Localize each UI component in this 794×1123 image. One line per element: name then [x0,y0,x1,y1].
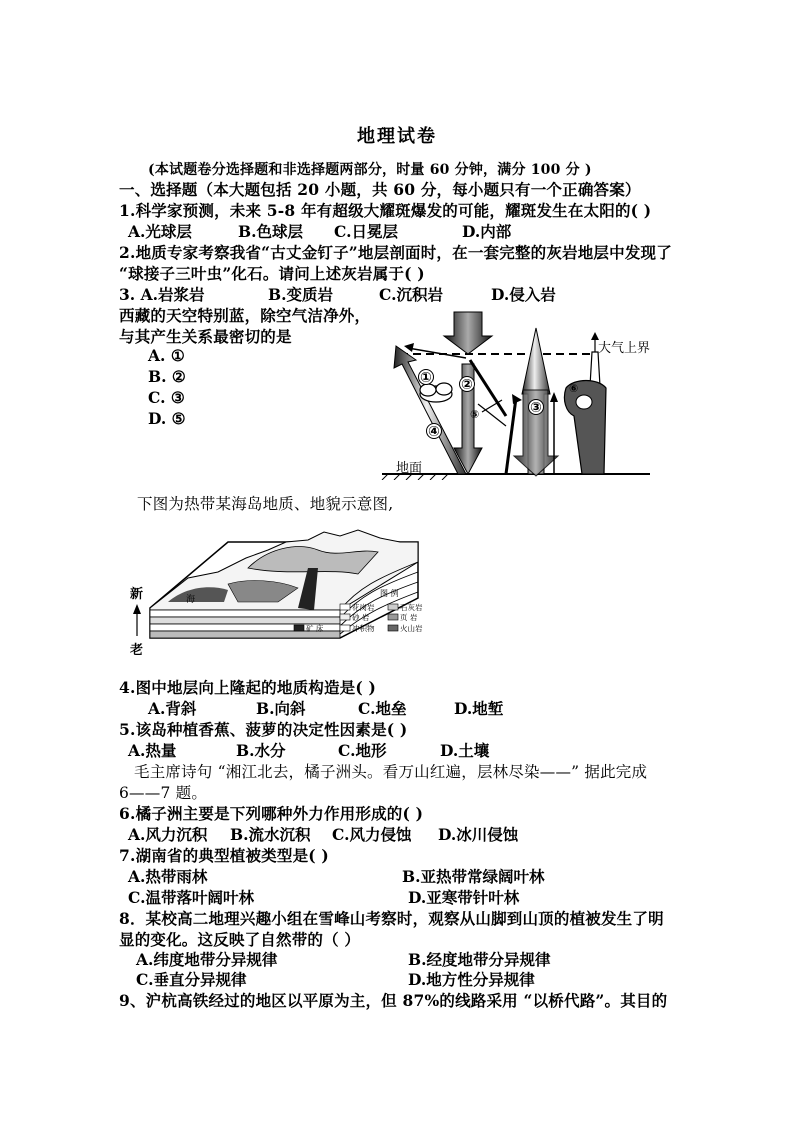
legend-shale: 页 岩 [400,613,418,622]
q7-option-b: B.亚热带常绿阔叶林 [402,867,545,886]
question-8-stem-line1: 8．某校高二地理兴趣小组在雪峰山考察时，观察从山脚到山顶的植被发生了明 [119,909,664,928]
island-geology-diagram [128,528,438,658]
solar-radiation-arrow [444,312,492,354]
q2-option-b: B.变质岩 [268,285,333,304]
q5-option-a: A.热量 [128,741,177,760]
ground-label: 地面 [396,461,423,476]
question-6-stem: 6.橘子洲主要是下列哪种外力作用形成的( ) [119,804,424,823]
q4-option-c: C.地垒 [358,699,407,718]
legend-title: 图 例 [380,589,399,598]
legend-sandstone: 砂 岩 [352,613,370,622]
q7-option-a: A.热带雨林 [128,867,208,886]
old-label: 老 [130,643,144,658]
q6-option-d: D.冰川侵蚀 [438,825,519,844]
q7-option-d: D.亚寒带针叶林 [408,888,520,907]
question-8-stem-line2: 显的变化。这反映了自然带的（ ） [119,930,361,949]
q6-option-c: C.风力侵蚀 [332,825,412,844]
figure2-intro: 下图为热带某海岛地质、地貌示意图, [137,495,394,513]
marker-6: ⑥ [569,382,579,395]
q5-option-d: D.土壤 [440,741,490,760]
atmosphere-top-label: 大气上界 [598,341,651,356]
q6-option-a: A.风力沉积 [128,825,208,844]
question-9-stem: 9、沪杭高铁经过的地区以平原为主，但 87%的线路采用 “以桥代路”。其目的 [119,991,668,1010]
question-1-stem: 1.科学家预测，未来 5-8 年有超级大耀斑爆发的可能，耀斑发生在太阳的( ) [119,201,652,220]
question-4-stem: 4.图中地层向上隆起的地质构造是( ) [119,678,377,697]
marker-2: ② [461,377,473,393]
q8-option-c: C.垂直分异规律 [136,970,247,989]
question-3-stem-line1: 西藏的天空特别蓝，除空气洁净外， [119,306,371,325]
question-5-stem: 5.该岛种植香蕉、菠萝的决定性因素是( ) [119,720,408,739]
legend-granite: 花岗岩 [352,603,375,612]
atmosphere-diagram [378,308,678,480]
poem-context-line2: 6——7 题。 [119,784,208,802]
sea-label: 海 [186,595,196,605]
q1-option-c: C.日冕层 [334,222,398,241]
q2-option-a: 3. A.岩浆岩 [119,285,205,304]
q8-option-a: A.纬度地带分异规律 [136,950,278,969]
q8-option-d: D.地方性分异规律 [408,970,535,989]
legend-alluvium: 冲积物 [352,624,375,633]
q3-option-c: C. ③ [148,388,185,407]
reflected-radiation-arrow [394,346,466,474]
q2-option-c: C.沉积岩 [379,285,443,304]
q5-option-b: B.水分 [236,741,286,760]
q4-option-b: B.向斜 [256,699,306,718]
question-3-stem-line2: 与其产生关系最密切的是 [119,327,292,346]
q4-option-a: A.背斜 [148,699,197,718]
poem-context-line1: 毛主席诗句 “湘江北去，橘子洲头。看万山红遍，层林尽染——” 据此完成 [134,763,648,781]
question-2-stem-line1: 2.地质专家考察我省“古丈金钉子”地层剖面时，在一套完整的灰岩地层中发现了 [119,243,672,262]
q6-option-b: B.流水沉积 [230,825,311,844]
q7-option-c: C.温带落叶阔叶林 [128,888,254,907]
q1-option-d: D.内部 [462,222,512,241]
q1-option-a: A.光球层 [128,222,192,241]
marker-5: ⑤ [470,408,480,421]
new-label: 新 [130,587,144,602]
q2-option-d: D.侵入岩 [491,285,556,304]
subtitle: (本试题卷分选择题和非选择题两部分，时量 60 分钟，满分 100 分 ) [148,162,592,178]
q3-option-d: D. ⑤ [148,409,186,428]
legend-limestone: 石灰岩 [400,603,423,612]
section-heading: 一、选择题（本大题包括 20 小题，共 60 分，每小题只有一个正确答案） [119,180,641,199]
question-2-stem-line2: “球接子三叶虫”化石。请问上述灰岩属于( ) [119,264,425,283]
q1-option-b: B.色球层 [238,222,303,241]
question-7-stem: 7.湖南省的典型植被类型是( ) [119,846,329,865]
q4-option-d: D.地堑 [454,699,504,718]
marker-1: ① [420,370,432,386]
legend-ore: 矿 床 [306,624,324,633]
q8-option-b: B.经度地带分异规律 [408,950,551,969]
page-title: 地理试卷 [357,126,437,147]
q3-option-b: B. ② [148,367,186,386]
legend-volcanic: 火山岩 [400,624,423,633]
marker-4: ④ [428,424,440,440]
q5-option-c: C.地形 [338,741,387,760]
q3-option-a: A. ① [148,346,185,365]
marker-3: ③ [530,400,542,416]
